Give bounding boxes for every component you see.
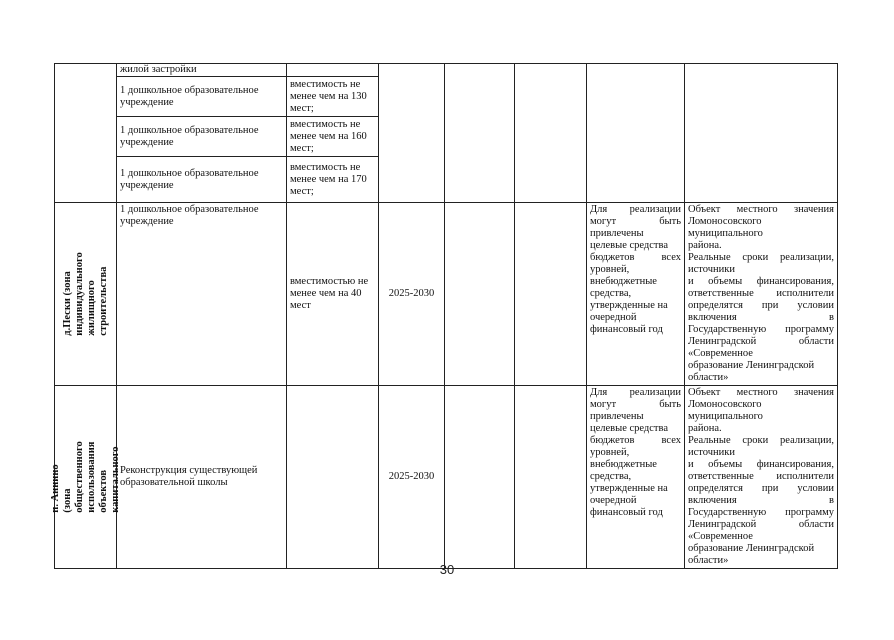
object-cell: жилой застройки [117, 64, 287, 77]
location-label: д.Пески (зона индивидуального жилищного строительства [61, 252, 109, 336]
table-row [55, 64, 838, 77]
financing-cell: Для реализации могут быть привлечены целевые средства бюджетов всех уровней, внебюджетные средства, утвержденные на очередной финансовый год [587, 386, 685, 569]
financing-cell: Для реализации могут быть привлечены целевые средства бюджетов всех уровней, внебюджетные средства, утвержденные на очередной финансовый год [587, 203, 685, 386]
object-cell: 1 дошкольное образовательное учреждение [117, 157, 287, 203]
capacity-cell [287, 386, 379, 569]
empty-cell [515, 203, 587, 386]
period-cell: 2025-2030 [379, 386, 445, 569]
location-cell [49, 386, 121, 569]
empty-cell [445, 386, 515, 569]
location-label: п. Аннино (зона общественного использования объектов капитального [49, 441, 121, 513]
object-cell: 1 дошкольное образовательное учреждение [117, 203, 287, 386]
location-cell [55, 203, 117, 386]
capacity-cell: вместимость не менее чем на 130 мест; [287, 77, 379, 117]
empty-cell [515, 386, 587, 569]
notes-cell: Объект местного значения Ломоносовского муниципального района. Реальные сроки реализации, источники и объемы финансирования, ответственные исполнители определятся при условии включения в Государственную программу Ленинградской области «Современное образование Ленинградской области» [685, 203, 838, 386]
notes-cell [685, 64, 838, 203]
period-cell: 2025-2030 [379, 203, 445, 386]
capacity-cell [287, 64, 379, 77]
capacity-cell: вместимостью не менее чем на 40 мест [287, 203, 379, 386]
notes-cell: Объект местного значения Ломоносовского муниципального района. Реальные сроки реализации, источники и объемы финансирования, ответственные исполнители определятся при условии включения в Государственную программу Ленинградской области «Современное образование Ленинградской области» [685, 386, 838, 569]
empty-cell [445, 64, 515, 203]
table-row [55, 386, 838, 569]
financing-cell [587, 64, 685, 203]
object-cell: 1 дошкольное образовательное учреждение [117, 117, 287, 157]
capacity-cell: вместимость не менее чем на 160 мест; [287, 117, 379, 157]
object-cell: 1 дошкольное образовательное учреждение [117, 77, 287, 117]
table-row [55, 203, 838, 386]
page-number: 30 [439, 562, 455, 577]
location-cell [55, 64, 117, 203]
empty-cell [515, 64, 587, 203]
object-cell: Реконструкция существующей образовательной школы [117, 386, 287, 569]
period-cell [379, 64, 445, 203]
planning-table [49, 63, 838, 569]
capacity-cell: вместимость не менее чем на 170 мест; [287, 157, 379, 203]
empty-cell [445, 203, 515, 386]
